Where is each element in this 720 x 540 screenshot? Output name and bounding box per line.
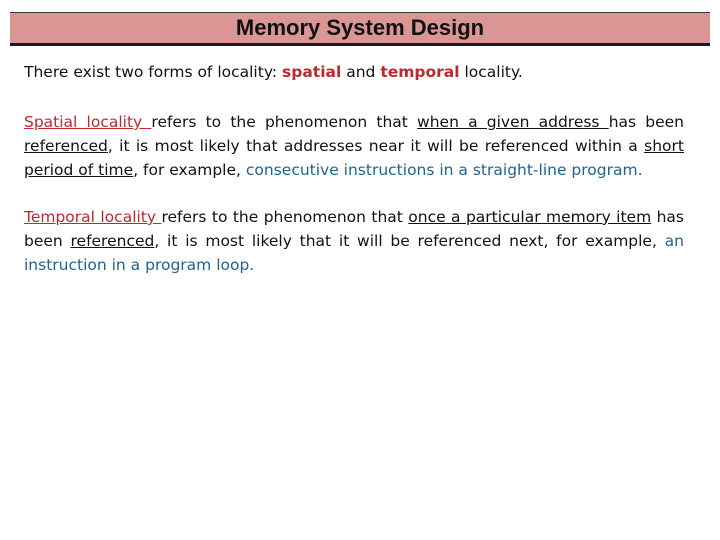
spatial-underline-3: short period of time [24, 137, 684, 179]
temporal-text-2: has been [24, 208, 684, 250]
temporal-locality-term: Temporal locality [24, 208, 162, 226]
spatial-example: consecutive instructions in a straight-line program. [245, 161, 643, 179]
temporal-underline-1: once a particular memory item [408, 208, 652, 226]
spatial-text-1: refers to the phenomenon that [151, 113, 418, 131]
spatial-text-3: , it is most likely that addresses near it will be referenced within a [107, 137, 645, 155]
spatial-text-2: has been [608, 113, 684, 131]
spatial-keyword: spatial [282, 63, 342, 81]
temporal-underline-2: referenced [70, 232, 155, 250]
temporal-text-3: , it is most likely that it will be referenced next, for example, [154, 232, 665, 250]
spatial-text-4: , for example, [133, 161, 246, 179]
temporal-example: an instruction in a program loop. [24, 232, 684, 274]
slide-title: Memory System Design [235, 15, 485, 40]
spatial-underline-2: referenced [24, 137, 108, 155]
spatial-underline-1: when a given address [417, 113, 609, 131]
intro-mid: and [341, 63, 381, 81]
intro-paragraph [24, 60, 684, 84]
spatial-locality-term: Spatial locality [24, 113, 152, 131]
temporal-keyword: temporal [380, 63, 460, 81]
title-bar [10, 12, 710, 46]
temporal-locality-paragraph [24, 205, 684, 277]
intro-prefix: There exist two forms of locality: [24, 63, 283, 81]
intro-suffix: locality. [459, 63, 523, 81]
temporal-text-1: refers to the phenomenon that [161, 208, 409, 226]
spatial-locality-paragraph [24, 110, 684, 182]
slide-content [24, 60, 684, 277]
